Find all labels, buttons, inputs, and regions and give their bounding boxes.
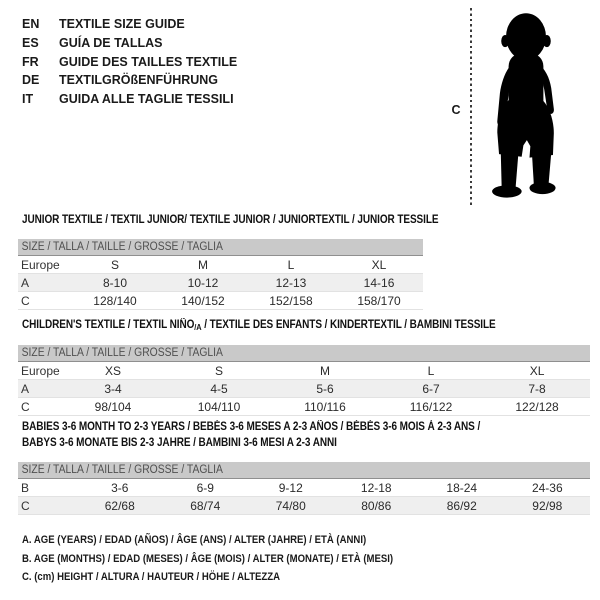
size-table-children — [18, 345, 590, 416]
table-title-line — [22, 318, 496, 336]
size-header-cell — [18, 462, 590, 479]
legend-line-a: A. AGE (YEARS) / EDAD (AÑOS) / ÂGE (ANS) / ALTER (JAHRE) / ETÀ (ANNI) — [22, 534, 367, 546]
value-cell: 3-4 — [60, 380, 166, 398]
row-label-cell: A — [18, 380, 60, 398]
row-label-cell: C — [18, 398, 60, 416]
title-text: BABYS 3-6 MONATE BIS 2-3 JAHRE / BAMBINI 3-6 MESI A 2-3 ANNI — [22, 436, 337, 449]
value-cell: 4-5 — [166, 380, 272, 398]
value-cell: 12-18 — [334, 479, 420, 497]
value-cell: 10-12 — [159, 274, 247, 292]
table-row — [18, 380, 590, 398]
measurement-legend — [22, 531, 449, 587]
value-cell: 140/152 — [159, 292, 247, 310]
size-table-babies — [18, 462, 590, 515]
value-cell: S — [166, 362, 272, 380]
size-header-label: SIZE / TALLA / TAILLE / GRÖSSE / TAGLIA — [21, 464, 223, 476]
table-row — [18, 497, 590, 515]
value-cell: 104/110 — [166, 398, 272, 416]
size-header-bar — [18, 462, 590, 479]
value-cell: M — [272, 362, 378, 380]
size-header-label: SIZE / TALLA / TAILLE / GRÖSSE / TAGLIA — [21, 241, 223, 253]
value-cell: 12-13 — [247, 274, 335, 292]
size-header-cell — [18, 345, 590, 362]
baby-silhouette-icon — [482, 8, 570, 208]
language-label: GUÍA DE TALLAS — [59, 35, 163, 50]
table-body — [18, 479, 590, 515]
table-title-line — [22, 420, 480, 436]
size-header-row — [18, 239, 423, 256]
table-title-junior — [22, 213, 501, 229]
value-cell: 24-36 — [505, 479, 591, 497]
value-cell: 128/140 — [71, 292, 159, 310]
table-row — [18, 274, 423, 292]
value-cell: M — [159, 256, 247, 274]
height-measure-line — [470, 8, 472, 206]
value-cell: 6-9 — [163, 479, 249, 497]
legend-line-b: B. AGE (MONTHS) / EDAD (MESES) / ÂGE (MOIS) / ALTER (MONATE) / ETÀ (MESI) — [22, 552, 394, 565]
value-cell: 110/116 — [272, 398, 378, 416]
value-cell: 7-8 — [484, 380, 590, 398]
value-cell: S — [71, 256, 159, 274]
table-row — [18, 362, 590, 380]
language-label: TEXTILGRÖßENFÜHRUNG — [59, 73, 219, 88]
value-cell: L — [247, 256, 335, 274]
size-header-label: SIZE / TALLA / TAILLE / GRÖSSE / TAGLIA — [21, 347, 223, 359]
language-code: IT — [22, 92, 34, 107]
language-label: GUIDA ALLE TAGLIE TESSILI — [59, 92, 234, 107]
table-row — [18, 292, 423, 310]
value-cell: 92/98 — [505, 497, 591, 515]
size-header-bar — [18, 345, 590, 362]
language-list — [22, 15, 237, 109]
title-text: BABIES 3-6 MONTH TO 2-3 YEARS / BEBÉS 3-6 MESES A 2-3 AÑOS / BÉBÉS 3-6 MOIS À 2-3 ANS / — [22, 421, 481, 433]
title-text: CHILDREN'S TEXTILE / TEXTIL NIÑO — [22, 319, 195, 331]
table-title-babies — [22, 420, 549, 451]
size-table-junior — [18, 239, 423, 310]
value-cell: XL — [335, 256, 423, 274]
language-item — [22, 53, 237, 72]
legend-line-c: C. (cm) HEIGHT / ALTURA / HAUTEUR / HÖHE / ALTEZZA — [22, 571, 281, 583]
row-label-cell: A — [18, 274, 71, 292]
size-header-row — [18, 462, 590, 479]
table-row — [18, 479, 590, 497]
language-label: GUIDE DES TAILLES TEXTILE — [59, 54, 238, 69]
value-cell: 6-7 — [378, 380, 484, 398]
value-cell: 80/86 — [334, 497, 420, 515]
height-label-c: C — [451, 103, 461, 117]
row-label-cell: C — [18, 497, 77, 515]
value-cell: 5-6 — [272, 380, 378, 398]
title-text: / TEXTILE DES ENFANTS / KINDERTEXTIL / BAMBINI TESSILE — [201, 319, 496, 331]
row-label-cell: C — [18, 292, 71, 310]
value-cell: 3-6 — [77, 479, 163, 497]
value-cell: 68/74 — [163, 497, 249, 515]
language-item — [22, 15, 237, 34]
language-item — [22, 34, 237, 53]
value-cell: 122/128 — [484, 398, 590, 416]
value-cell: 116/122 — [378, 398, 484, 416]
table-body — [18, 362, 590, 416]
value-cell: 152/158 — [247, 292, 335, 310]
value-cell: 158/170 — [335, 292, 423, 310]
language-code: FR — [22, 54, 39, 69]
table-title-line — [22, 436, 480, 452]
row-label-cell: B — [18, 479, 77, 497]
size-header-cell — [18, 239, 423, 256]
size-header-bar — [18, 239, 423, 256]
language-label: TEXTILE SIZE GUIDE — [59, 17, 185, 31]
value-cell: 14-16 — [335, 274, 423, 292]
table-title-children — [22, 318, 566, 336]
row-label-cell: Europe — [18, 256, 71, 274]
table-body — [18, 256, 423, 310]
language-item — [22, 71, 237, 90]
value-cell: 86/92 — [419, 497, 505, 515]
language-code: EN — [22, 17, 40, 31]
table-row — [18, 398, 590, 416]
value-cell: 74/80 — [248, 497, 334, 515]
value-cell: 98/104 — [60, 398, 166, 416]
value-cell: 8-10 — [71, 274, 159, 292]
row-label-cell: Europe — [18, 362, 60, 380]
title-text: JUNIOR TEXTILE / TEXTIL JUNIOR/ TEXTILE JUNIOR / JUNIORTEXTIL / JUNIOR TESSILE — [22, 214, 439, 226]
subscript-text: /A — [194, 322, 202, 332]
value-cell: L — [378, 362, 484, 380]
table-row — [18, 256, 423, 274]
value-cell: 9-12 — [248, 479, 334, 497]
size-header-row — [18, 345, 590, 362]
language-item — [22, 90, 237, 109]
language-code: ES — [22, 35, 39, 50]
value-cell: 62/68 — [77, 497, 163, 515]
value-cell: XS — [60, 362, 166, 380]
table-title-line — [22, 213, 438, 229]
language-code: DE — [22, 73, 40, 88]
value-cell: 18-24 — [419, 479, 505, 497]
value-cell: XL — [484, 362, 590, 380]
